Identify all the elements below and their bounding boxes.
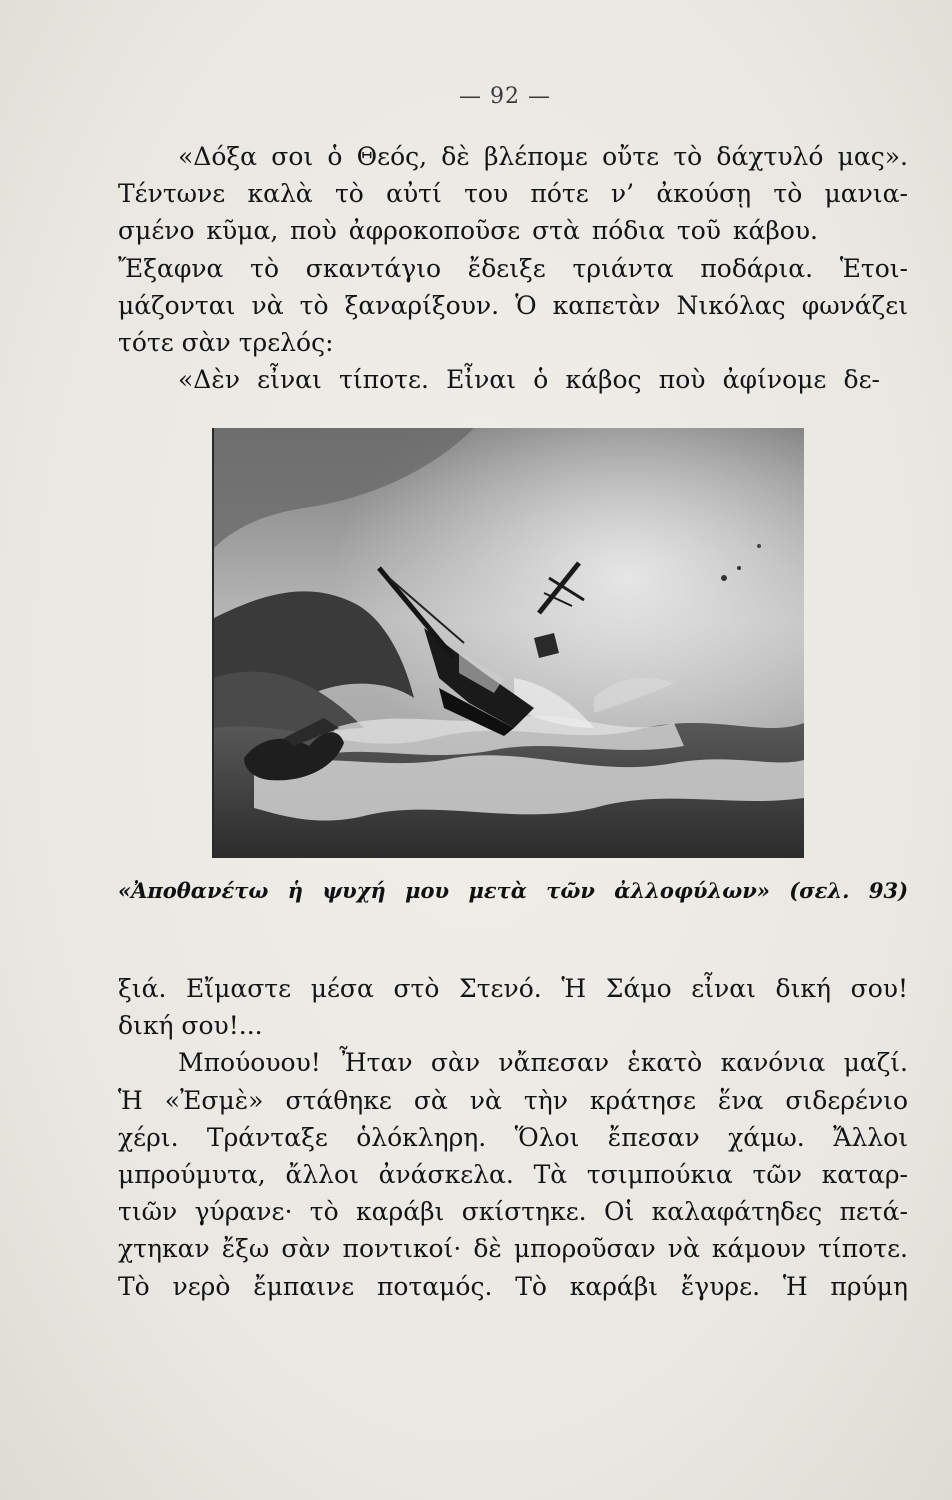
bottom-paragraphs <box>118 970 908 1305</box>
text-line: «Δόξα σοι ὁ Θεός, δὲ βλέπομε οὔτε τὸ δάχτυλό μας». <box>178 142 908 171</box>
text-line: Τέντωνε καλὰ τὸ αὐτί του πότε ν’ ἀκούσῃ τὸ μανια- <box>118 179 908 209</box>
text-line: χέρι. Τράνταξε ὁλόκληρη. Ὅλοι ἔπεσαν χάμω. Ἄλλοι <box>118 1122 908 1152</box>
text-line: χτηκαν ἔξω σὰν ποντικοί· δὲ μποροῦσαν νὰ κάμουν τίποτε. <box>118 1234 908 1264</box>
text-line: δική σου!... <box>118 1011 263 1041</box>
text-line: τιῶν γύρανε· τὸ καράβι σκίστηκε. Οἱ καλαφάτηδες πετά- <box>118 1197 908 1227</box>
text-line: Ἔξαφνα τὸ σκαντάγιο ἔδειξε τριάντα ποδάρια. Ἑτοι- <box>118 253 908 283</box>
text-line: μάζονται νὰ τὸ ξαναρίξουν. Ὁ καπετὰν Νικόλας φωνάζει <box>118 290 908 320</box>
text-line: Ἡ «Ἐσμὲ» στάθηκε σὰ νὰ τὴν κράτησε ἕνα σιδερένιο <box>118 1085 908 1115</box>
text-line: Μπούουου! Ἦταν σὰν νἄπεσαν ἑκατὸ κανόνια μαζί. <box>178 1048 908 1078</box>
shipwreck-illustration <box>212 428 804 858</box>
text-line: Τὸ νερὸ ἔμπαινε ποταμός. Τὸ καράβι ἔγυρε. Ἡ πρύμη <box>118 1271 908 1301</box>
top-paragraphs <box>118 138 908 398</box>
text-line: μπρούμυτα, ἄλλοι ἀνάσκελα. Τὰ τσιμπούκια τῶν καταρ- <box>118 1160 908 1190</box>
text-line: σμένο κῦμα, ποὺ ἀφροκοποῦσε στὰ πόδια τοῦ κάβου. <box>118 216 818 246</box>
figure-caption: «Ἀποθανέτω ἡ ψυχή μου μετὰ τῶν ἀλλοφύλων» (σελ. 93) <box>118 878 908 903</box>
shipwreck-image <box>214 428 804 858</box>
text-line: ξιά. Εἴμαστε μέσα στὸ Στενό. Ἡ Σάμο εἶναι δική σου! <box>118 974 908 1003</box>
page-number: — 92 — <box>459 84 551 109</box>
text-line: «Δὲν εἶναι τίποτε. Εἶναι ὁ κάβος ποὺ ἀφίνομε δε- <box>178 365 880 395</box>
text-line: τότε σὰν τρελός: <box>118 328 334 358</box>
